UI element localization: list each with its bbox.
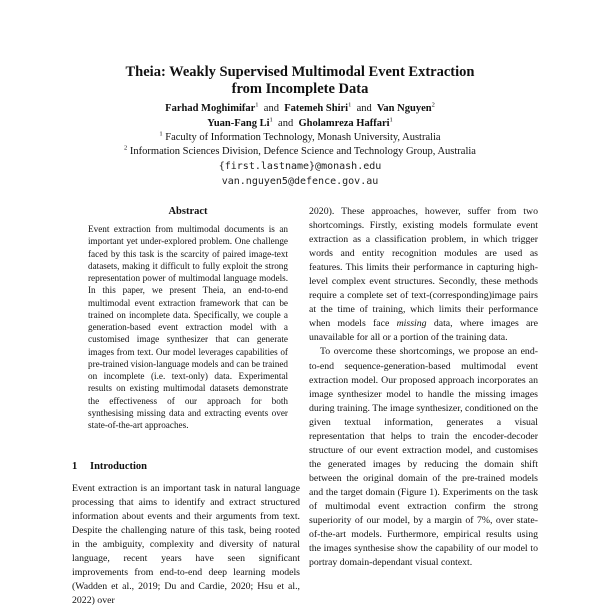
author-affiliation-mark: 1	[269, 116, 273, 124]
affiliation-2	[40, 145, 560, 158]
author-name: Gholamreza Haffari	[298, 118, 390, 129]
author-name: Farhad Moghimifar	[165, 103, 256, 114]
section-title: Introduction	[90, 461, 147, 472]
author-name: Yuan-Fang Li	[207, 118, 270, 129]
abstract-text: Event extraction from multimodal documents is an important yet under-explored problem. One challenge faced by this task is the scarcity of paired image-text datasets, making it difficult to fully exploit the strong representation power of multimodal language models. In this paper, we present Theia, an end-to-end multimodal event extraction framework that can be trained on incomplete data. Specifically, we couple a generation-based event extraction model with a customised image synthesizer that can generate images from text. Our model leverages capabilities of pre-trained vision-language models and can be trained on incomplete (i.e. text-only) data. Experimental results on existing multimodal datasets demonstrate the effectiveness of our approach for both synthesising missing data and extracting events over state-of-the-art approaches.	[88, 224, 288, 430]
section-heading-introduction	[72, 461, 147, 472]
emphasis-missing: missing	[396, 318, 427, 330]
affiliation-1	[40, 131, 560, 144]
right-column	[309, 205, 538, 600]
author-separator: and	[278, 118, 294, 129]
author-affiliation-mark: 1	[389, 116, 393, 124]
email-defence: van.nguyen5@defence.gov.au	[221, 176, 379, 187]
right-paragraph-1	[309, 205, 538, 345]
introduction-paragraph: Event extraction is an important task in natural language processing that aims to identify and extract structured information about events and their arguments from text. Despite the challenging nature of this task, being rooted in the ambiguity, complexity and diversity of natural language, recent years have seen significant improvements from end-to-end deep learning models (Wadden et al., 2019; Du and Cardie, 2020; Hsu et al., 2022) over	[72, 483, 300, 606]
author-name: Fatemeh Shiri	[284, 103, 349, 114]
paper-title-line-1: Theia: Weakly Supervised Multimodal Event Extraction	[125, 64, 475, 80]
paper-title-line-2: from Incomplete Data	[231, 81, 369, 97]
author-name: Van Nguyen	[376, 103, 432, 114]
author-affiliation-mark: 2	[431, 101, 435, 109]
author-list-line-1	[40, 102, 560, 115]
affiliation-text: Faculty of Information Technology, Monash University, Australia	[165, 132, 441, 143]
affiliation-text: Information Sciences Division, Defence Science and Technology Group, Australia	[129, 146, 476, 157]
author-separator: and	[263, 103, 279, 114]
affiliation-mark: 1	[159, 130, 163, 138]
section-number: 1	[72, 461, 78, 472]
author-affiliation-mark: 1	[255, 101, 259, 109]
email-monash: {first.lastname}@monash.edu	[218, 161, 382, 172]
author-separator: and	[356, 103, 372, 114]
right-paragraph-2: To overcome these shortcomings, we propose an end-to-end sequence-generation-based multimodal event extraction model. Our proposed approach incorporates an image synthesizer model to handle the missing images during training. The image synthesizer, conditioned on the given textual information, generates a visual representation that helps to train the encoder-decoder structure of our event extraction model, and customises the generated images by reducing the domain shift between the original domain of the pre-trained models and the target domain (Figure 1). Experiments on the task of multimodal event extraction confirm the strong superiority of our model, by a margin of 7%, over state-of-the-art models. Furthermore, empirical results using the images synthesise show the capability of our model to portray domain-dependant visual context.	[309, 346, 538, 569]
author-list-line-2	[40, 117, 560, 130]
affiliation-mark: 2	[124, 144, 128, 152]
right-paragraph-1-part-b: data, where images are unavailable for all or a portion of the training data.	[309, 318, 539, 344]
abstract-heading: Abstract	[168, 206, 208, 217]
right-paragraph-1-part-a: 2020). These approaches, however, suffer from two shortcomings. Firstly, existing models formulate event extraction as a classification problem, in which trigger words and entity recognition modules are used as features. This limits their performance in capturing high-level complex event structures. Secondly, these methods require a complete set of text-(corresponding)image pairs at the time of training, which limits their performance when models face	[309, 206, 538, 330]
author-affiliation-mark: 1	[348, 101, 352, 109]
